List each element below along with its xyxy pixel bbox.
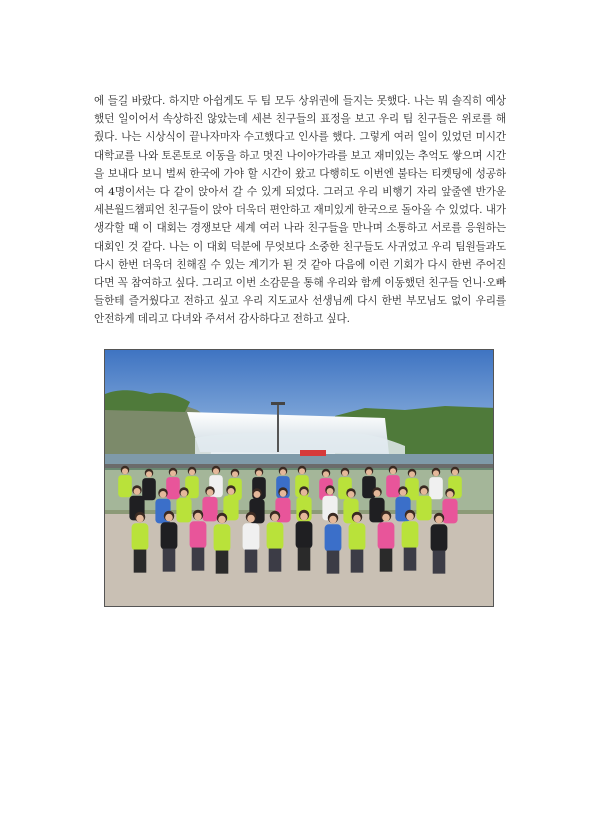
tour-boat (300, 450, 326, 456)
lamp-post (277, 404, 279, 452)
group-photo-niagara-falls (104, 349, 494, 607)
body-paragraph: 에 들길 바랐다. 하지만 아쉽게도 두 팀 모두 상위권에 들지는 못했다. 나는 뭐 솔직히 예상했던 일이어서 속상하진 않았는데 세븐 친구들의 표정을 보고 우리 팀 친구들은 위로를 해 줬다. 나는 시상식이 끝나자마자 수고했다고 인사를 했다. 그렇게 여러 일이 있었던 미시간 대학교를 나와 토론토로 이동을 하고 멋진 나이아가라를 보고 재미있는 추억도 쌓으며 시간을 보내다 보니 벌써 한국에 가야 할 시간이 왔고 다행히도 이번엔 불타는 티켓팅에 성공하여 4명이서는 다 같이 앉아서 갈 수 있게 되었다. 그러고 우리 비행기 자리 앞줄엔 반가운 세븐월드챔피언 친구들이 앉아 더욱더 편안하고 재미있게 한국으로 돌아올 수 있었다. 내가 생각할 때 이 대회는 경쟁보단 세계 여러 나라 친구들을 만나며 소통하고 서로를 응원하는 대회인 것 같다. 나는 이 대회 덕분에 무엇보다 소중한 친구들도 사귀었고 우리 팀원들과도 다시 한번 더욱더 친해질 수 있는 계기가 된 것 같아 다음에 이런 기회가 다시 한번 주어진다면 꼭 참여하고 싶다. 그리고 이번 소감문을 통해 우리와 함께 이동했던 친구들 언니·오빠들한테 즐거웠다고 전하고 싶고 우리 지도교사 선생님께 다시 한번 부모님도 없이 우리를 안전하게 데리고 다녀와 주셔서 감사하다고 전하고 싶다. (94, 95, 506, 326)
lamp-head (271, 402, 285, 405)
